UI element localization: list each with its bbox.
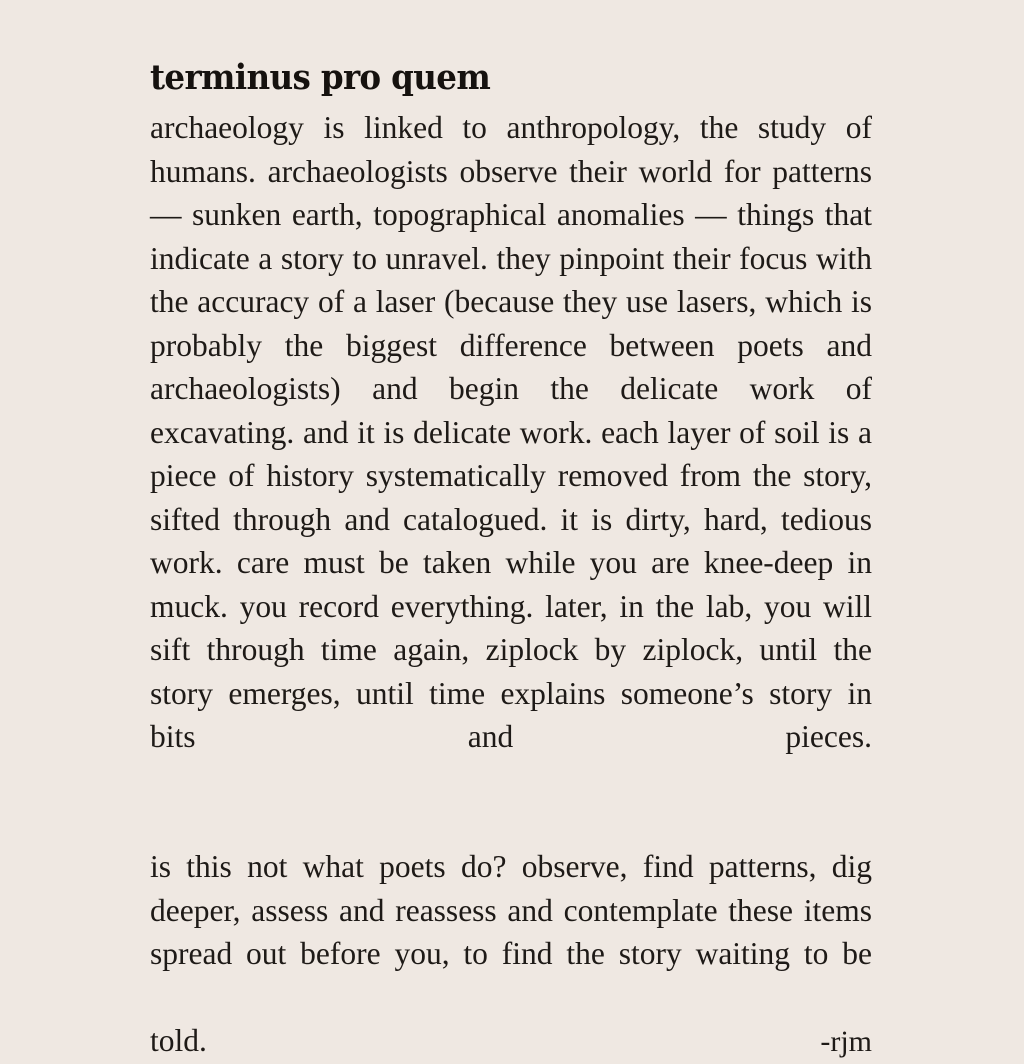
author-signature: -rjm [820,1025,872,1058]
page-title: terminus pro quem [150,57,491,98]
final-line-text: told. [150,1023,207,1058]
poem-stanza-1: archaeology is linked to anthropology, the study of humans. archaeologists observe their world for patterns — sunken earth, topographical anomalies — things that indicate a story to unravel. they pinpoint their focus with the accuracy of a laser (because they use lasers, which is probably the biggest difference between poets and archaeologists) and begin the delicate work of excavating. and it is delicate work. each layer of soil is a piece of history systematically removed from the story, sifted through and catalogued. it is dirty, hard, tedious work. care must be taken while you are knee-deep in muck. you record everything. later, in the lab, you will sift through time again, ziplock by ziplock, until the story emerges, until time explains someone’s story in bits and pieces. [150,110,872,754]
poem-final-line [150,1019,872,1064]
poem-stanza-2: is this not what poets do? observe, find patterns, dig deeper, assess and reassess and contemplate these items spread out before you, to find the story waiting to be [150,849,872,971]
poem-content [150,56,872,1064]
